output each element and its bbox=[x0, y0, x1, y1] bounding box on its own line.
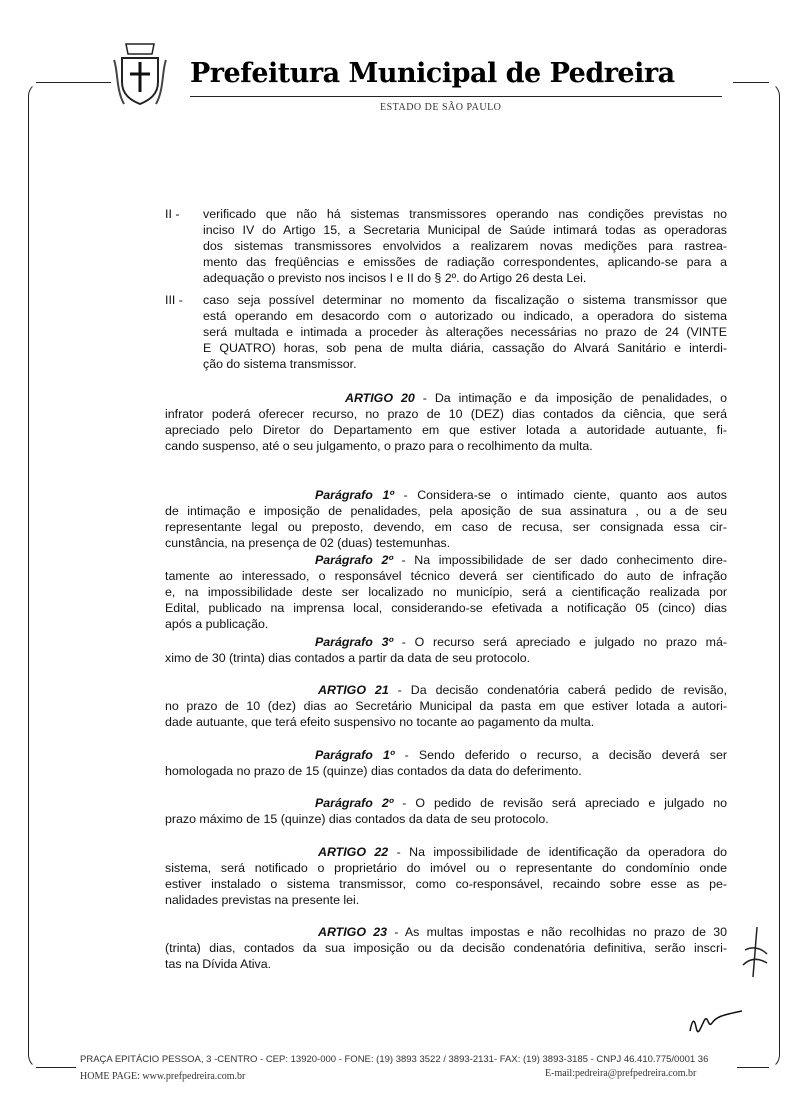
article-label: Parágrafo 2º bbox=[315, 796, 394, 810]
frame-bottom-left bbox=[36, 1067, 76, 1068]
text-line: cando suspenso, até o seu julgamento, o prazo para o recolhimento da multa. bbox=[165, 439, 593, 454]
article-text: - Na impossibilidade de identificação da operadora do bbox=[388, 845, 727, 859]
article-text: - O recurso será apreciado e julgado no prazo má- bbox=[393, 635, 727, 649]
article-label: ARTIGO 22 bbox=[318, 845, 389, 859]
text-line: está operando em desacordo com o autorizado ou indicado, a operadora do sistema bbox=[203, 309, 727, 324]
text-line: (trinta) dias, contados da sua imposição ou da decisão condenatória definitiva, serão inscri- bbox=[165, 941, 727, 956]
signature-initials bbox=[688, 1005, 748, 1035]
first-line bbox=[165, 552, 727, 568]
article-text: - Na impossibilidade de ser dado conhecimento dire- bbox=[392, 553, 727, 567]
article-label: ARTIGO 20 bbox=[345, 391, 415, 405]
text-line: prazo máximo de 15 (quinze) dias contados da data de seu protocolo. bbox=[165, 812, 549, 827]
article-text: - Considera-se o intimado ciente, quanto aos autos bbox=[393, 488, 727, 502]
article-paragraph bbox=[165, 844, 727, 908]
article-paragraph bbox=[165, 924, 727, 972]
frame-top-left bbox=[36, 82, 111, 83]
text-line: nalidades previstas na presente lei. bbox=[165, 893, 360, 908]
text-line: no prazo de 10 (dez) dias ao Secretário Municipal da pasta em que estiver lotada a autori- bbox=[165, 699, 727, 714]
inciso-marker: III - bbox=[165, 293, 183, 307]
text-line: apreciado pelo Diretor do Departamento em que estiver lotada a autoridade autuante, fi- bbox=[165, 423, 727, 438]
first-line bbox=[165, 390, 727, 406]
inciso-item bbox=[165, 206, 727, 286]
first-line bbox=[165, 747, 727, 763]
article-paragraph bbox=[165, 682, 727, 730]
frame-bottom-right bbox=[737, 1067, 769, 1068]
text-line: dade autuante, que terá efeito suspensivo no tocante ao pagamento da multa. bbox=[165, 715, 595, 730]
signature-initials bbox=[735, 925, 775, 985]
text-line: ximo de 30 (trinta) dias contados a partir da data de seu protocolo. bbox=[165, 651, 531, 666]
first-line bbox=[165, 487, 727, 503]
text-line: cunstância, na presença de 02 (duas) testemunhas. bbox=[165, 536, 451, 551]
inciso-marker: II - bbox=[165, 207, 180, 221]
footer-email: E-mail:pedreira@prefpedreira.com.br bbox=[545, 1068, 697, 1079]
footer-homepage: HOME PAGE: www.prefpedreira.com.br bbox=[80, 1071, 246, 1082]
article-paragraph bbox=[165, 390, 727, 454]
text-line: homologada no prazo de 15 (quinze) dias contados da data do deferimento. bbox=[165, 764, 582, 779]
text-line: e, na impossibilidade deste ser localizado no município, será a cientificação realizada por bbox=[165, 585, 727, 600]
first-line bbox=[165, 682, 727, 698]
text-line: após a publicação. bbox=[165, 617, 269, 632]
first-line bbox=[165, 634, 727, 650]
footer-address: PRAÇA EPITÁCIO PESSOA, 3 -CENTRO - CEP: 13920-000 - FONE: (19) 3893 3522 / 3893-2131- FAX: (19) 3893-3185 - CNPJ 46.410.775/0001 36 bbox=[80, 1054, 709, 1065]
text-line: será multada e intimada a proceder às alterações necessárias no prazo de 24 (VINTE bbox=[203, 325, 727, 340]
article-label: Parágrafo 1º bbox=[315, 748, 395, 762]
page-title: Prefeitura Municipal de Pedreira bbox=[190, 58, 675, 89]
article-text: - O pedido de revisão será apreciado e julgado no bbox=[393, 796, 727, 810]
article-label: Parágrafo 3º bbox=[315, 635, 394, 649]
article-text: - Da intimação e da imposição de penalidades, o bbox=[414, 391, 727, 405]
text-line: E QUATRO) horas, sob pena de multa diária, cassação do Alvará Sanitário e interdi- bbox=[203, 341, 727, 356]
article-label: ARTIGO 23 bbox=[318, 925, 387, 939]
text-line: caso seja possível determinar no momento da fiscalização o sistema transmissor que bbox=[203, 293, 727, 307]
article-paragraph bbox=[165, 487, 727, 551]
text-line: representante legal ou preposto, devendo, em caso de recusa, ser consignada essa cir- bbox=[165, 520, 727, 535]
text-line: adequação o previsto nos incisos I e II do § 2º. do Artigo 26 desta Lei. bbox=[203, 271, 587, 286]
article-paragraph bbox=[165, 552, 727, 632]
first-line bbox=[165, 924, 727, 940]
text-line: tamente ao interessado, o responsável técnico deverá ser cientificado do auto de infração bbox=[165, 569, 727, 584]
article-label: Parágrafo 1º bbox=[315, 488, 394, 502]
text-line: mento das freqüências e emissões de radiação correspondentes, aplicando-se para a bbox=[203, 255, 727, 270]
text-line: de intimação e imposição de penalidades, pela aposição de sua assinatura , ou a de seu bbox=[165, 504, 727, 519]
article-paragraph bbox=[165, 795, 727, 827]
text-line: Edital, publicado na imprensa local, considerando-se efetivada a notificação 05 (cinco) dias bbox=[165, 601, 727, 616]
text-line: infrator poderá oferecer recurso, no prazo de 10 (DEZ) dias contados da ciência, que será bbox=[165, 407, 727, 422]
frame-top-right bbox=[733, 82, 769, 83]
first-line bbox=[165, 795, 727, 811]
article-paragraph bbox=[165, 747, 727, 779]
text-line: tas na Dívida Ativa. bbox=[165, 957, 272, 972]
text-line: dos sistemas transmissores envolvidos a realizarem novas medições para rastrea- bbox=[203, 239, 727, 254]
article-label: ARTIGO 21 bbox=[318, 683, 389, 697]
text-line: inciso IV do Artigo 15, a Secretaria Municipal de Saúde intimará todas as operadoras bbox=[203, 223, 727, 238]
article-paragraph bbox=[165, 634, 727, 666]
text-line: verificado que não há sistemas transmissores operando nas condições previstas no bbox=[203, 207, 727, 221]
text-line: sistema, será notificado o proprietário do imóvel ou o representante do condomínio onde bbox=[165, 861, 727, 876]
inciso-item bbox=[165, 292, 727, 372]
text-line: ção do sistema transmissor. bbox=[203, 357, 357, 372]
article-text: - Sendo deferido o recurso, a decisão deverá ser bbox=[394, 748, 727, 762]
page-subtitle: ESTADO DE SÃO PAULO bbox=[380, 102, 502, 113]
first-line bbox=[165, 844, 727, 860]
article-text: - Da decisão condenatória caberá pedido de revisão, bbox=[388, 683, 728, 697]
text-line: estiver instalado o sistema transmissor, como co-responsável, recaindo sobre esse as pe- bbox=[165, 877, 727, 892]
article-label: Parágrafo 2º bbox=[315, 553, 393, 567]
article-text: - As multas impostas e não recolhidas no prazo de 30 bbox=[386, 925, 727, 939]
